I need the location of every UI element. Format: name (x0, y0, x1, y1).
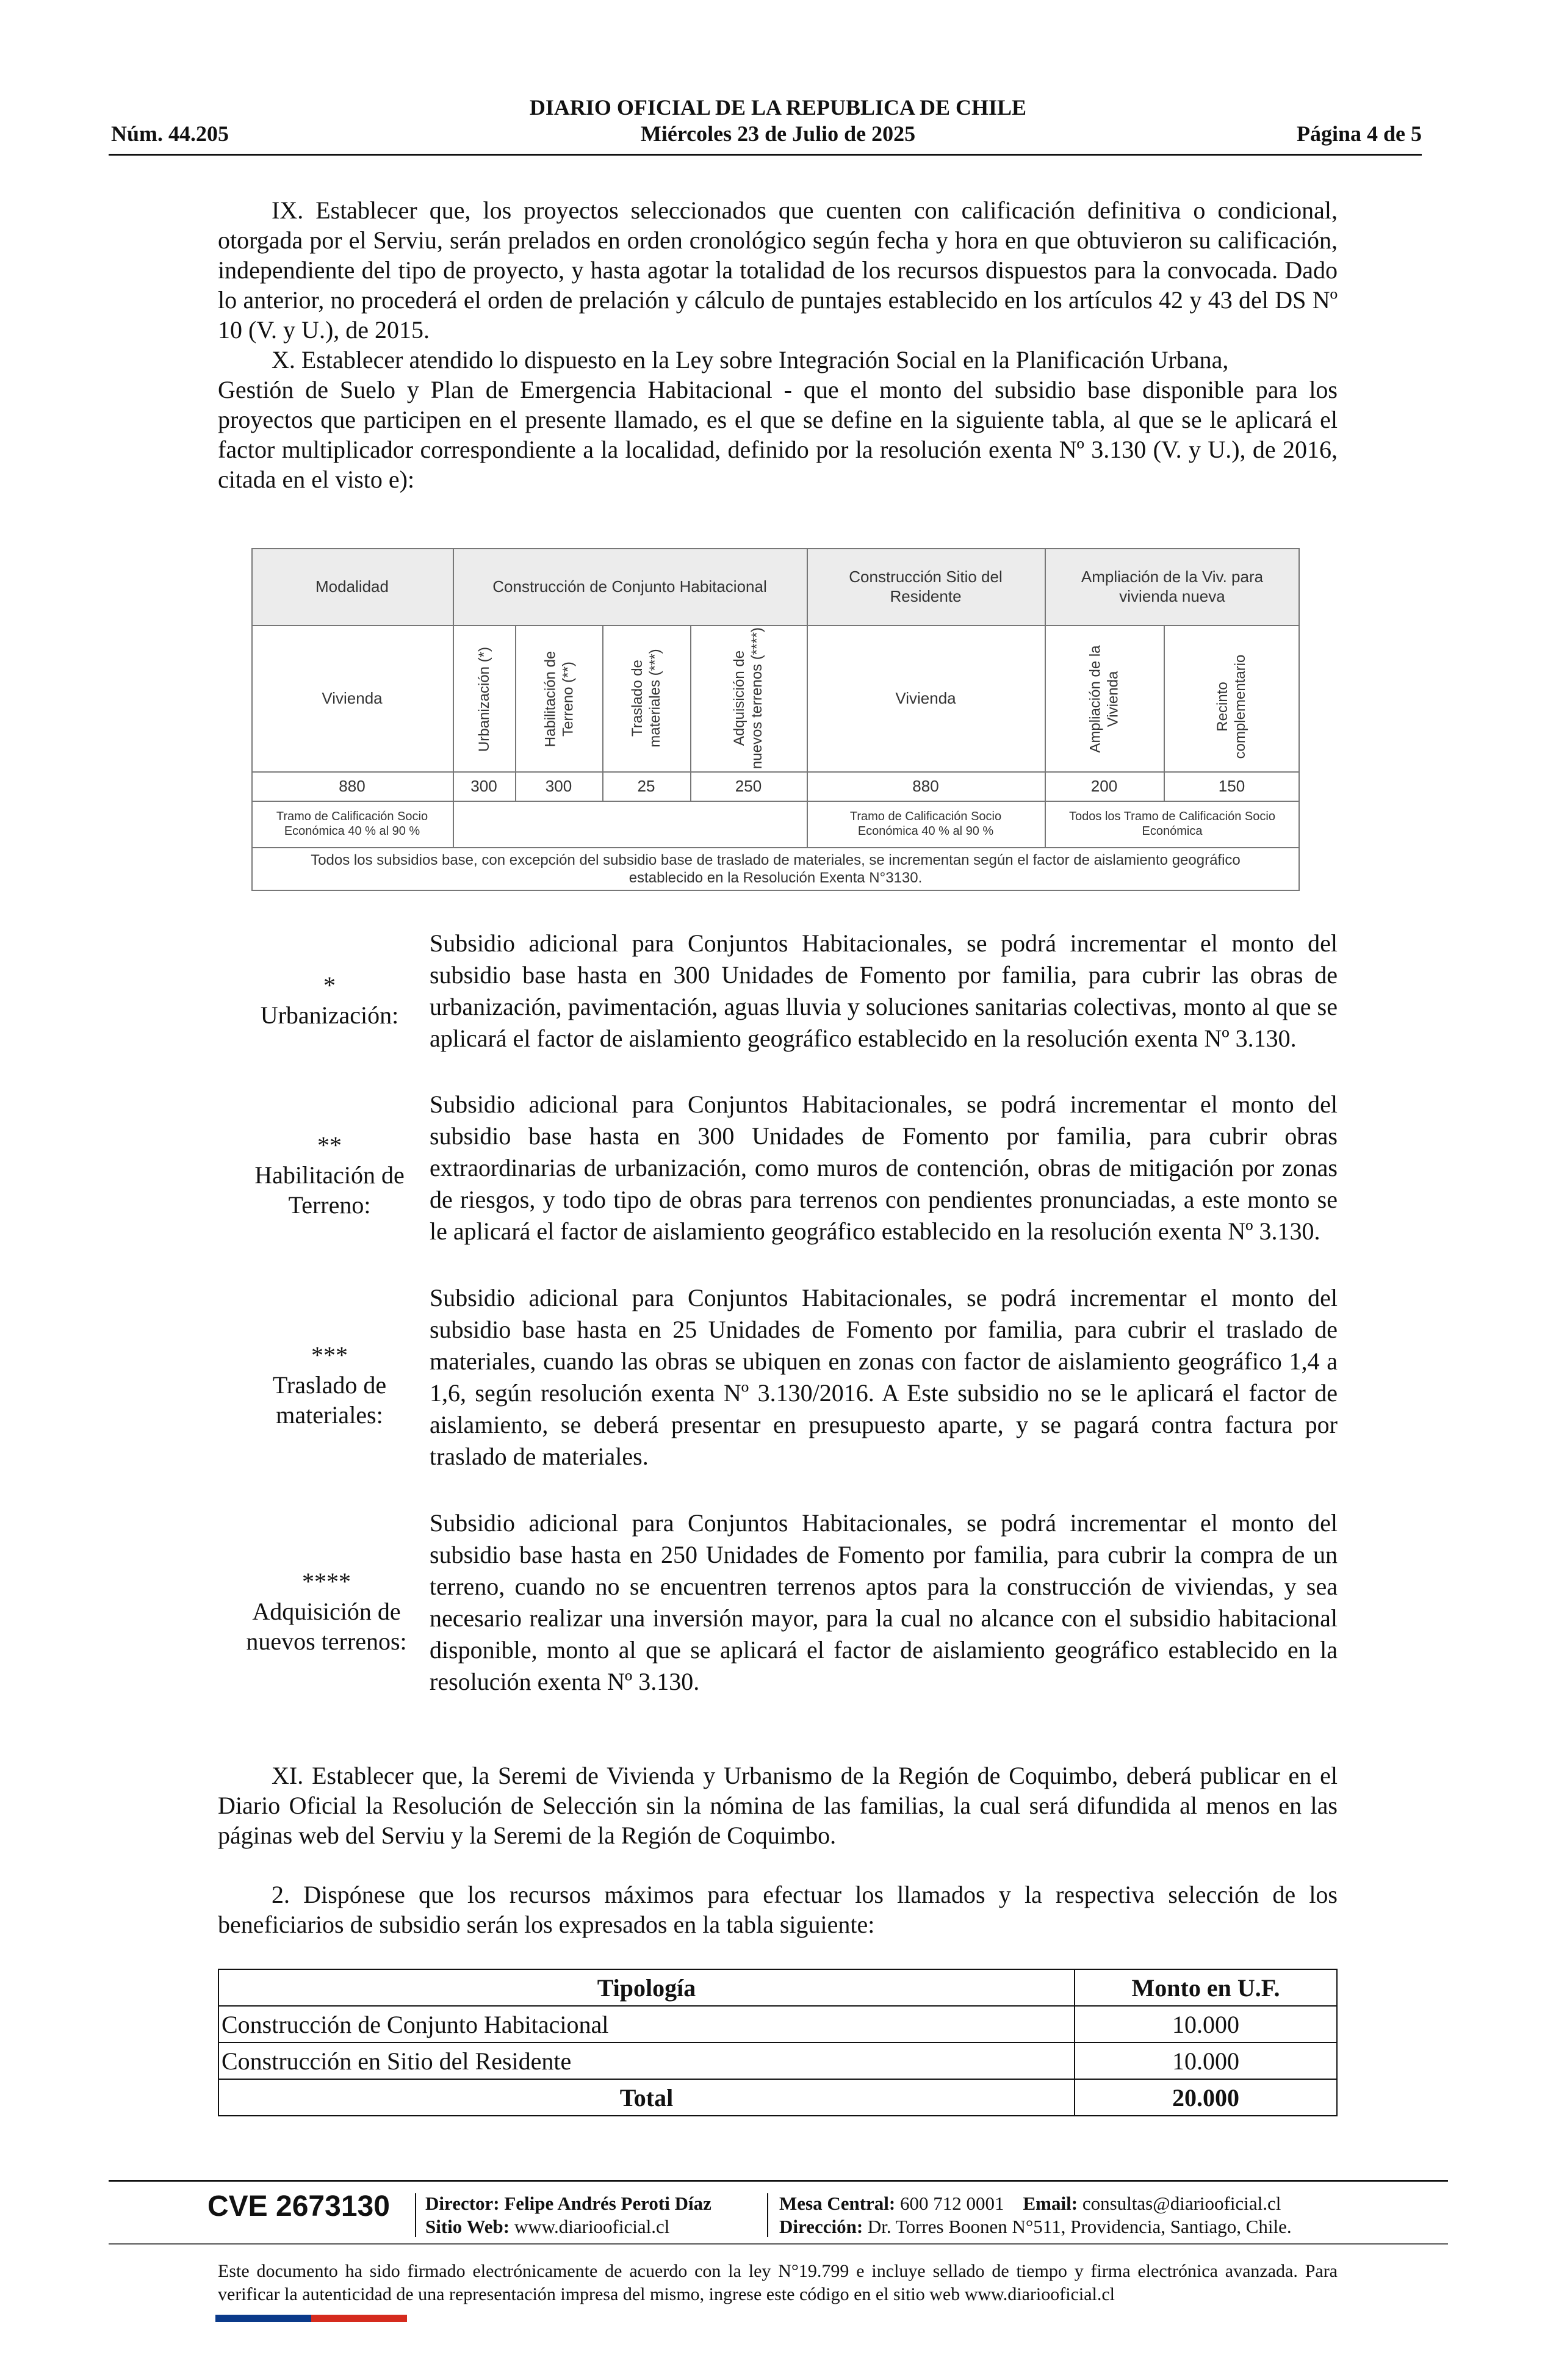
table-note: Todos los subsidios base, con excepción del subsidio base de traslado de materiales, se incrementan según el factor de aislamiento geográfico establecido en la Resolución Exenta N°3130. (311, 852, 1241, 886)
footnote-stars: ** (317, 1131, 342, 1159)
value-urbanizacion: 300 (470, 777, 497, 795)
verification-note: Este documento ha sido firmado electrónicamente de acuerdo con la ley N°19.799 e incluye sellado de tiempo y firma electrónica avanzada. Para verificar la autenticidad de una representación impresa del mismo, ingrese este código en el sitio web www.diariooficial.cl (218, 2261, 1338, 2304)
footer-director-block (425, 2192, 711, 2238)
cve-code: CVE 2673130 (207, 2190, 390, 2223)
footnote-stars: **** (302, 1568, 351, 1595)
flag-stripe-blue (215, 2315, 311, 2322)
paragraph-2: 2. Dispónese que los recursos máximos para efectuar los llamados y la respectiva selección de los beneficiarios de subsidio serán los expresados en la tabla siguiente: (218, 1881, 1338, 1938)
publication-title: DIARIO OFICIAL DE LA REPUBLICA DE CHILE (529, 95, 1027, 120)
cell-urbanizacion: Urbanización (*) (475, 646, 492, 752)
issue-number: Núm. 44.205 (111, 121, 229, 146)
table-row (218, 2006, 1337, 2043)
footnote-term: Traslado de materiales: (272, 1371, 387, 1429)
table-total-row (218, 2079, 1337, 2116)
total-label: Total (218, 2079, 1075, 2116)
footnote-label-4 (232, 1567, 421, 1656)
mesa-label: Mesa Central: (779, 2193, 896, 2214)
header-divider (109, 154, 1422, 156)
tramo-vivienda-1: Tramo de Calificación Socio Económica 40 % al 90 % (276, 810, 428, 838)
cell-ampliacion-vivienda: Ampliación de la Vivienda (1087, 645, 1121, 753)
tramo-ampliacion: Todos los Tramo de Calificación Socio Económica (1069, 810, 1275, 838)
footnote-text-4: Subsidio adicional para Conjuntos Habitacionales, se podrá incrementar el monto del subsidio base hasta en 250 Unidades de Fomento por familia, para cubrir la compra de un terreno, cuando no se encuentren terrenos aptos para la construcción de viviendas, y sea necesario realizar una inversión mayor, para la cual no alcance con el subsidio habitacional disponible, monto al que se aplicará el factor de aislamiento geográfico establecido en la resolución exenta Nº 3.130. (430, 1509, 1338, 1695)
footnote-term: Urbanización: (260, 1001, 399, 1029)
cell-adquisicion: Adquisición de nuevos terrenos (****) (731, 627, 765, 770)
web-link[interactable]: www.diariooficial.cl (514, 2216, 670, 2237)
paragraph-ix: IX. Establecer que, los proyectos seleccionados que cuenten con calificación definitiva o condicional, otorgada por el Serviu, serán prelados en orden cronológico según fecha y hora en que obtuvieron su calificación, independiente del tipo de proyecto, y hasta agotar la totalidad de los recursos dispuestos para la convocada. Dado lo anterior, no procederá el orden de prelación y cálculo de puntajes establecido en los artículos 42 y 43 del DS Nº 10 (V. y U.), de 2015. (218, 197, 1338, 344)
value-adquisicion: 250 (735, 777, 762, 795)
flag-stripe-red (311, 2315, 407, 2322)
cell-vivienda-2: Vivienda (895, 689, 956, 707)
value-vivienda-2: 880 (912, 777, 939, 795)
value-recinto: 150 (1218, 777, 1245, 795)
header-modalidad: Modalidad (315, 577, 389, 596)
mesa-phone: 600 712 0001 (900, 2193, 1004, 2214)
cell-vivienda-1: Vivienda (322, 689, 383, 707)
header-tipologia: Tipología (218, 1969, 1075, 2006)
row-tipologia: Construcción en Sitio del Residente (218, 2043, 1075, 2079)
footnote-text-1: Subsidio adicional para Conjuntos Habitacionales, se podrá incrementar el monto del subsidio base hasta en 300 Unidades de Fomento por familia, para cubrir las obras de urbanización, pavimentación, aguas lluvia y soluciones sanitarias colectivas, monto al que se aplicará el factor de aislamiento geográfico establecido en la resolución exenta Nº 3.130. (430, 929, 1338, 1052)
row-tipologia: Construcción de Conjunto Habitacional (218, 2006, 1075, 2043)
tramo-vivienda-2: Tramo de Calificación Socio Económica 40 % al 90 % (849, 810, 1002, 838)
footer-contact-block (779, 2192, 1292, 2238)
web-label: Sitio Web: (425, 2216, 510, 2237)
header-monto: Monto en U.F. (1075, 1969, 1337, 2006)
value-traslado: 25 (637, 777, 655, 795)
cell-traslado: Traslado de materiales (***) (629, 649, 663, 748)
footnote-term: Adquisición de nuevos terrenos: (246, 1598, 407, 1655)
page-number: Página 4 de 5 (1296, 121, 1422, 146)
paragraph-xi-block (218, 1761, 1338, 1850)
director-name: Felipe Andrés Peroti Díaz (504, 2193, 711, 2214)
value-vivienda-1: 880 (339, 777, 366, 795)
table-header-row (218, 1969, 1337, 2006)
row-monto: 10.000 (1075, 2043, 1337, 2079)
value-ampliacion: 200 (1090, 777, 1118, 795)
total-value: 20.000 (1075, 2079, 1337, 2116)
value-habilitacion: 300 (545, 777, 572, 795)
paragraph-x-line2: Gestión de Suelo y Plan de Emergencia Habitacional - que el monto del subsidio base disponible para los proyectos que participen en el presente llamado, es el que se define en la siguiente tabla, al que se le aplicará el factor multiplicador correspondiente a la localidad, definido por la resolución exenta Nº 3.130 (V. y U.), de 2016, citada en el visto e): (218, 376, 1338, 493)
paragraph-2-block (218, 1880, 1338, 1939)
footer-divider-2 (109, 2243, 1448, 2245)
paragraph-x-line1: X. Establecer atendido lo dispuesto en la Ley sobre Integración Social en la Planificación Urbana, (272, 346, 1229, 373)
footnote-stars: * (323, 972, 336, 999)
address: Dr. Torres Boonen N°511, Providencia, Santiago, Chile. (867, 2216, 1292, 2237)
footer-separator (415, 2193, 416, 2237)
cell-recinto-complementario: Recinto complementario (1214, 654, 1248, 759)
footnote-stars: *** (311, 1341, 348, 1369)
address-label: Dirección: (779, 2216, 863, 2237)
issue-date: Miércoles 23 de Julio de 2025 (640, 121, 916, 146)
director-label: Director: (425, 2193, 500, 2214)
footnote-label-3 (238, 1340, 421, 1430)
subsidy-table (251, 548, 1300, 891)
table-row (218, 2043, 1337, 2079)
header-ampliacion: Ampliación de la Viv. para vivienda nueva (1081, 568, 1264, 605)
footnote-term: Habilitación de Terreno: (254, 1161, 405, 1219)
body-section-top (218, 195, 1338, 494)
footer-separator (767, 2193, 768, 2237)
header-construccion-sitio: Construcción Sitio del Residente (849, 568, 1003, 605)
footnote-text-2: Subsidio adicional para Conjuntos Habitacionales, se podrá incrementar el monto del subsidio base hasta en 300 Unidades de Fomento por familia, para cubrir obras extraordinarias de urbanización, como muros de contención, obras de mitigación por zonas de riesgos, y todo tipo de obras para terrenos con pendientes pronunciadas, a este monto se le aplicará el factor de aislamiento geográfico establecido en la resolución exenta Nº 3.130. (430, 1091, 1338, 1245)
email-link[interactable]: consultas@diariooficial.cl (1082, 2193, 1281, 2214)
footnote-label-2 (238, 1130, 421, 1220)
footnote-text-3: Subsidio adicional para Conjuntos Habitacionales, se podrá incrementar el monto del subsidio base hasta en 25 Unidades de Fomento por familia, para cubrir el traslado de materiales, cuando las obras se ubiquen en zonas con factor de aislamiento geográfico 1,4 a 1,6, según resolución exenta Nº 3.130/2016. A Este subsidio no se le aplicará el factor de aislamiento, se deberá presentar en presupuesto aparte, y se pagará contra factura por traslado de materiales. (430, 1284, 1338, 1470)
footnote-label-1 (238, 970, 421, 1030)
footer-divider (109, 2180, 1448, 2182)
row-monto: 10.000 (1075, 2006, 1337, 2043)
paragraph-xi: XI. Establecer que, la Seremi de Vivienda y Urbanismo de la Región de Coquimbo, deberá publicar en el Diario Oficial la Resolución de Selección sin la nómina de las familias, la cual será difundida al menos en las páginas web del Serviu y la Seremi de la Región de Coquimbo. (218, 1762, 1338, 1849)
budget-table (218, 1969, 1338, 2116)
email-label: Email: (1023, 2193, 1078, 2214)
cell-habilitacion: Habilitación de Terreno (**) (542, 651, 576, 748)
header-construccion-conjunto: Construcción de Conjunto Habitacional (492, 577, 767, 596)
